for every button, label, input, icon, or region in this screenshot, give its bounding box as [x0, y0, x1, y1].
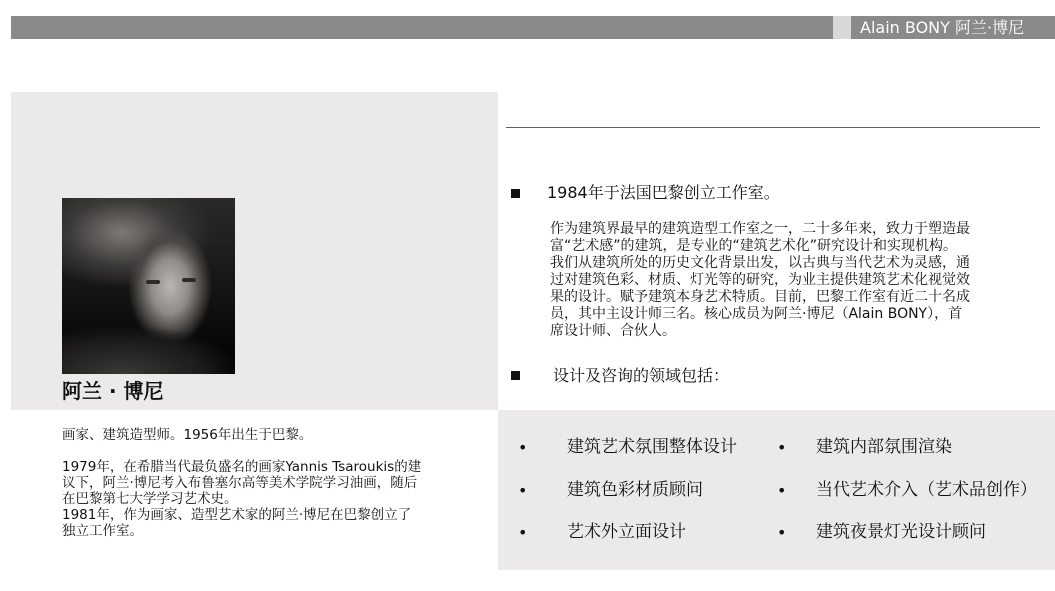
service-item: 建筑内部氛围渲染	[816, 437, 952, 457]
accent-divider	[506, 127, 1040, 128]
bio-line: 独立工作室。	[62, 523, 143, 539]
desc-line: 席设计师、合伙人。	[550, 323, 676, 339]
header-bar	[11, 16, 833, 39]
desc-line: 作为建筑界最早的建筑造型工作室之一，二十多年来，致力于塑造最	[550, 221, 970, 237]
desc-line: 过对建筑色彩、材质、灯光等的研究，为业主提供建筑艺术化视觉效	[550, 272, 970, 288]
bullet-icon: •	[777, 438, 787, 457]
bullet-icon: •	[777, 523, 787, 542]
header-title: Alain BONY 阿兰·博尼	[851, 16, 1055, 39]
service-item: 艺术外立面设计	[567, 522, 686, 542]
portrait-eye-left	[146, 280, 160, 284]
square-bullet-icon	[511, 189, 520, 198]
bio-line: 议下，阿兰·博尼考入布鲁塞尔高等美术学院学习油画，随后	[62, 475, 418, 491]
service-item: 建筑艺术氛围整体设计	[567, 437, 737, 457]
portrait-eye-right	[182, 278, 196, 282]
bio-line: 1979年，在希腊当代最负盛名的画家Yannis Tsaroukis的建	[62, 459, 422, 475]
desc-line: 果的设计。赋予建筑本身艺术特质。目前，巴黎工作室有近二十名成	[550, 289, 970, 305]
portrait-photo	[62, 198, 235, 374]
desc-line: 员，其中主设计师三名。核心成员为阿兰·博尼（Alain BONY），首	[550, 306, 963, 322]
header-divider	[833, 16, 851, 39]
bio-line: 在巴黎第七大学学习艺术史。	[62, 491, 238, 507]
service-item: 建筑色彩材质顾问	[567, 480, 703, 500]
profile-name: 阿兰 · 博尼	[62, 379, 164, 403]
bio-line: 画家、建筑造型师。1956年出生于巴黎。	[62, 427, 313, 443]
square-bullet-icon	[511, 371, 520, 380]
bullet-icon: •	[518, 438, 528, 457]
studio-heading: 1984年于法国巴黎创立工作室。	[547, 183, 780, 202]
service-item: 建筑夜景灯光设计顾问	[816, 522, 986, 542]
service-item: 当代艺术介入（艺术品创作）	[816, 480, 1037, 500]
desc-line: 我们从建筑所处的历史文化背景出发，以古典与当代艺术为灵感，通	[550, 255, 970, 271]
bullet-icon: •	[777, 481, 787, 500]
bullet-icon: •	[518, 481, 528, 500]
services-heading: 设计及咨询的领域包括：	[553, 366, 730, 385]
bullet-icon: •	[518, 523, 528, 542]
portrait-shoulder	[62, 316, 235, 374]
studio-description	[550, 221, 1032, 340]
profile-bio	[62, 427, 482, 539]
desc-line: 富“艺术感”的建筑，是专业的“建筑艺术化”研究设计和实现机构。	[550, 238, 958, 254]
bio-line: 1981年，作为画家、造型艺术家的阿兰·博尼在巴黎创立了	[62, 507, 412, 523]
